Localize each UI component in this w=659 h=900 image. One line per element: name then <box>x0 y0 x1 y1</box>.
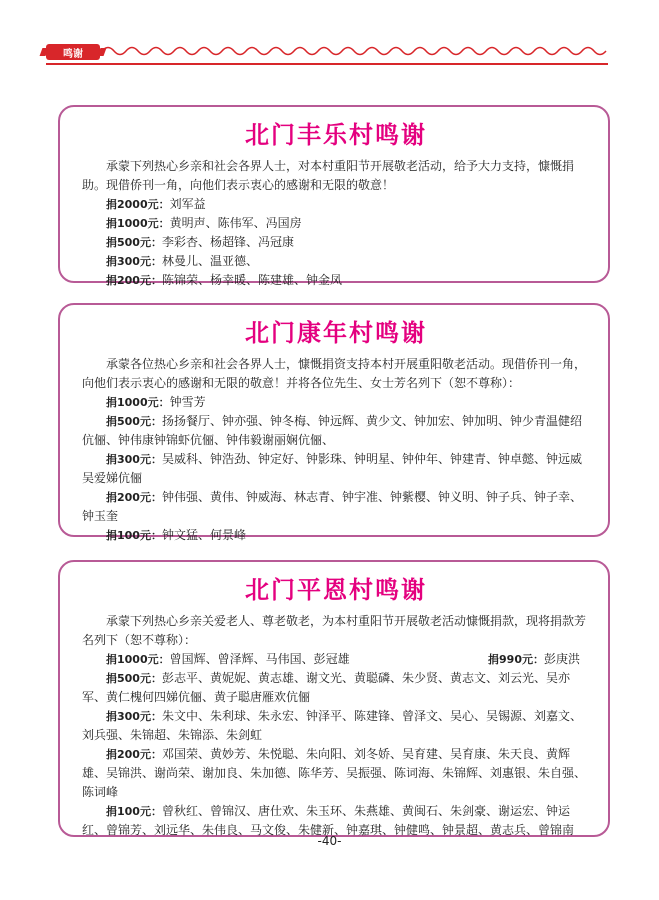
donation-row: 捐1000元：黄明声、陈伟军、冯国房 <box>106 216 302 230</box>
donation-row: 捐500元：李彩杏、杨超锋、冯冠康 <box>106 235 294 249</box>
card-title: 北门平恩村鸣谢 <box>245 576 427 604</box>
card-intro: 承蒙各位热心乡亲和社会各界人士，慷慨捐资支持本村开展重阳敬老活动。现借侨刊一角，向他们表示衷心的感谢和无限的敬意！并将各位先生、女士芳名列下（恕不尊称）： <box>82 357 587 390</box>
donation-row: 捐2000元：刘军益 <box>106 197 206 211</box>
donation-row: 捐1000元：曾国辉、曾泽辉、马伟国、彭冠雄 捐990元：彭庚洪 <box>106 652 580 666</box>
donation-row: 捐500元：彭志平、黄妮妮、黄志雄、谢文光、黄聪磷、朱少贤、黄志文、刘云光、吴亦军、黄仁槐何四娣伉俪、黄子聪唐雁欢伉俪 <box>82 671 570 704</box>
page-header <box>0 0 659 70</box>
card-intro: 承蒙下列热心乡亲关爱老人、尊老敬老，为本村重阳节开展敬老活动慷慨捐款，现将捐款芳名列下（恕不尊称）： <box>82 614 587 647</box>
donation-row: 捐100元：曾秋红、曾锦汉、唐仕欢、朱玉环、朱燕雄、黄闽石、朱剑豪、谢运宏、钟运红、曾锦芳、刘远华、朱伟良、马文俊、朱健新、钟嘉琪、钟健鸣、钟景超、黄志兵、曾锦南 <box>82 804 575 837</box>
donation-row: 捐100元：钟文猛、何景峰 <box>106 528 246 542</box>
thanks-card-pingen <box>58 560 610 837</box>
donation-row: 捐300元：朱文中、朱利球、朱永宏、钟泽平、陈建锋、曾泽文、吴心、吴锡源、刘嘉文、刘兵强、朱锦超、朱锦添、朱剑虹 <box>82 709 582 742</box>
thanks-card-kangnian <box>58 303 610 542</box>
donation-row: 捐200元：陈锦荣、杨幸暖、陈建雄、钟金凤 <box>106 273 342 287</box>
donation-row: 捐300元：吴威科、钟浩劲、钟定好、钟影珠、钟明星、钟仲年、钟建青、钟卓懿、钟远威吴爱娣伉俪 <box>82 452 582 485</box>
donation-row: 捐200元：邓国荣、黄妙芳、朱悦聪、朱向阳、刘冬娇、吴育建、吴育康、朱天良、黄辉雄、吴锦洪、谢尚荣、谢加良、朱加德、陈华芳、吴振强、陈词海、朱锦辉、刘惠银、朱自强、陈词峰 <box>82 747 587 799</box>
donation-row: 捐300元：林曼儿、温亚德、 <box>106 254 258 268</box>
thanks-card-fengle <box>58 105 610 287</box>
donation-row: 捐1000元：钟雪芳 <box>106 395 206 409</box>
card-intro: 承蒙下列热心乡亲和社会各界人士，对本村重阳节开展敬老活动，给予大力支持，慷慨捐助。现借侨刊一角，向他们表示衷心的感谢和无限的敬意！ <box>82 159 575 192</box>
card-title: 北门丰乐村鸣谢 <box>245 121 427 149</box>
header-rule <box>46 63 608 65</box>
donation-row: 捐500元：扬扬餐厅、钟亦强、钟冬梅、钟远辉、黄少文、钟加宏、钟加明、钟少青温健绍伉俪、钟伟康钟锦虾伉俪、钟伟毅谢丽娴伉俪、 <box>82 414 582 447</box>
decorative-wave <box>102 44 612 58</box>
card-title: 北门康年村鸣谢 <box>245 319 427 347</box>
donation-row: 捐200元：钟伟强、黄伟、钟威海、林志青、钟宇准、钟紫樱、钟义明、钟子兵、钟子幸、钟玉奎 <box>82 490 582 523</box>
section-tag: 鸣谢 <box>46 44 100 60</box>
page-number: -40- <box>317 834 342 848</box>
